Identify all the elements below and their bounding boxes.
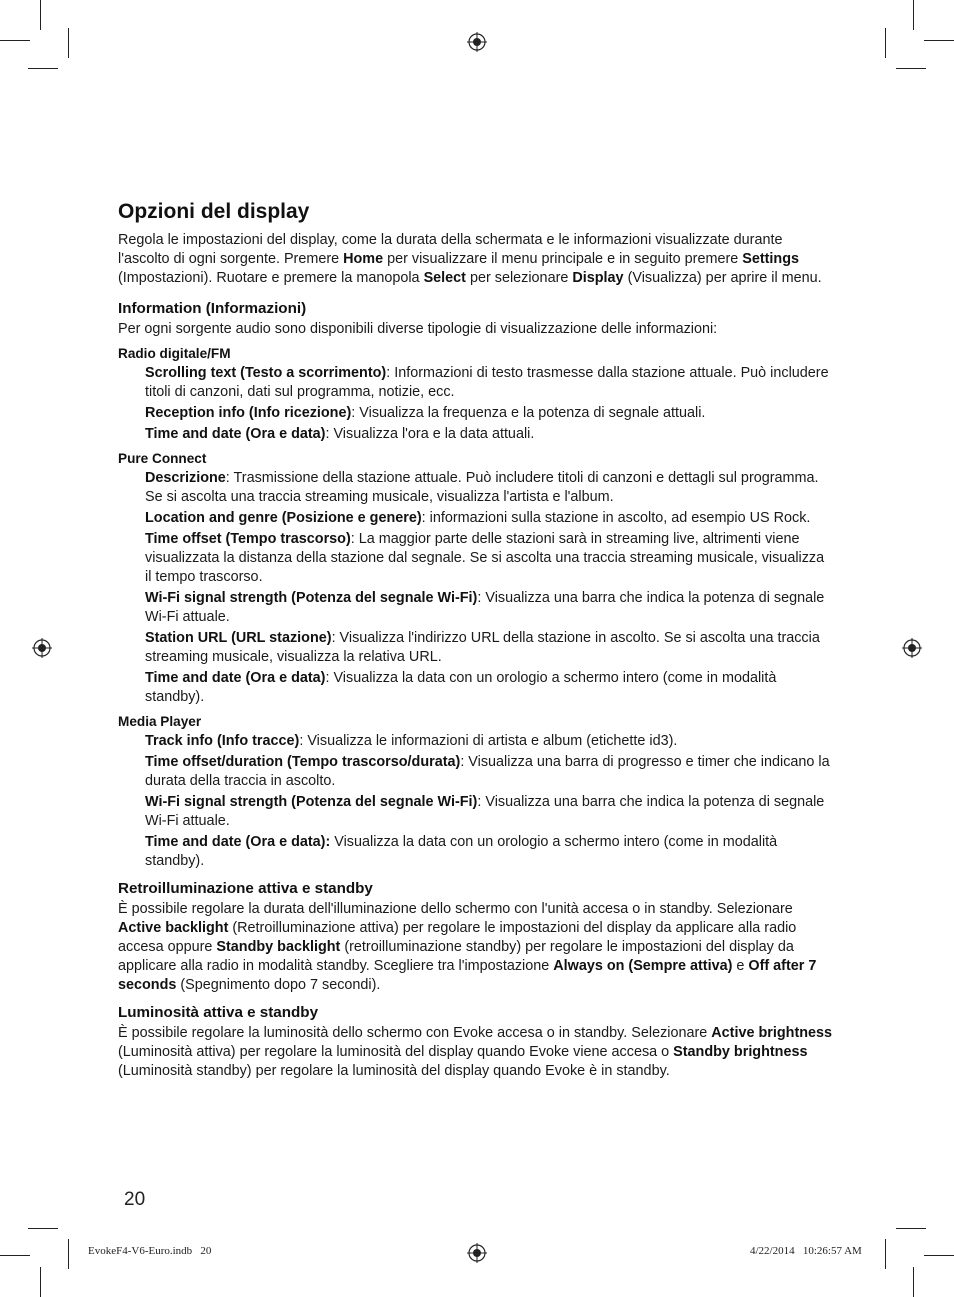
crop-mark (885, 1239, 886, 1269)
item-term: Time offset/duration (Tempo trascorso/durata) (145, 754, 461, 770)
information-description: Per ogni sorgente audio sono disponibili diverse tipologie di visualizzazione delle informazioni: (118, 321, 718, 337)
crop-mark (924, 40, 954, 41)
item-term: Wi-Fi signal strength (Potenza del segnale Wi-Fi) (145, 794, 478, 810)
item-text: : Visualizza l'indirizzo URL della stazione in ascolto. Se si ascolta una traccia streaming musicale, visualizza la relativa URL. (145, 630, 820, 665)
page-title: Opzioni del display (118, 200, 310, 223)
item-term: Time offset (Tempo trascorso) (145, 531, 351, 547)
brightness-term: Active brightness (711, 1025, 833, 1041)
crop-mark (885, 28, 886, 58)
info-item (145, 425, 834, 444)
crop-mark (68, 28, 69, 58)
info-item (145, 793, 834, 831)
item-text: : Visualizza la frequenza e la potenza di segnale attuali. (351, 405, 706, 421)
info-item (145, 589, 834, 627)
crop-mark (28, 1228, 58, 1229)
item-term: Time and date (Ora e data) (145, 670, 326, 686)
crop-mark (0, 40, 30, 41)
item-text: : Visualizza le informazioni di artista e album (etichette id3). (299, 733, 678, 749)
group-heading: Pure Connect (118, 451, 207, 466)
crop-mark (40, 1267, 41, 1297)
registration-mark-icon (467, 32, 487, 52)
item-text: : La maggior parte delle stazioni sarà in streaming live, altrimenti viene visualizzata la distanza della stazione dal segnale. Se si ascolta una traccia streaming musicale, visualizza il tempo trascorso. (145, 531, 825, 585)
item-term: Reception info (Info ricezione) (145, 405, 352, 421)
backlight-term: Active backlight (118, 920, 229, 936)
crop-mark (913, 0, 914, 30)
brightness-text: (Luminosità attiva) per regolare la luminosità del display quando Evoke viene accesa o (118, 1044, 674, 1060)
backlight-text: È possibile regolare la durata dell'illuminazione dello schermo con l'unità accesa o in standby. Selezionare (118, 901, 793, 917)
backlight-text: (Spegnimento dopo 7 secondi). (176, 977, 381, 993)
intro-text: (Visualizza) per aprire il menu. (623, 270, 822, 286)
item-term: Scrolling text (Testo a scorrimento) (145, 365, 387, 381)
item-text: : Visualizza una barra che indica la potenza di segnale Wi-Fi attuale. (145, 590, 825, 625)
brightness-section (118, 1004, 834, 1081)
intro-paragraph (118, 231, 834, 288)
backlight-text: (retroilluminazione standby) per regolare le impostazioni del display da applicare alla radio in modalità standby. Scegliere tra l'impostazione (118, 939, 794, 974)
info-item (145, 669, 834, 707)
info-item (145, 629, 834, 667)
brightness-text: È possibile regolare la luminosità dello schermo con Evoke accesa o in standby. Selezionare (118, 1025, 712, 1041)
info-item (145, 469, 834, 507)
intro-text: per visualizzare il menu principale e in seguito premere (383, 251, 743, 267)
page-content (118, 200, 834, 1081)
item-text: : Visualizza una barra di progresso e timer che indicano la durata della traccia in ascolto. (145, 754, 830, 789)
registration-mark-icon (902, 638, 922, 658)
item-text: : Visualizza la data con un orologio a schermo intero (come in modalità standby). (145, 670, 777, 705)
item-text: : Visualizza l'ora e la data attuali. (325, 426, 535, 442)
item-text: Visualizza la data con un orologio a schermo intero (come in modalità standby). (145, 834, 778, 869)
item-term: Descrizione (145, 470, 226, 486)
backlight-term: Always on (Sempre attiva) (553, 958, 733, 974)
section-heading-brightness: Luminosità attiva e standby (118, 1004, 319, 1021)
info-item (145, 753, 834, 791)
crop-mark (896, 68, 926, 69)
backlight-text: e (732, 958, 749, 974)
brightness-paragraph (118, 1024, 834, 1081)
item-term: Wi-Fi signal strength (Potenza del segnale Wi-Fi) (145, 590, 478, 606)
crop-mark (28, 68, 58, 69)
section-heading-information: Information (Informazioni) (118, 300, 307, 317)
item-text: : informazioni sulla stazione in ascolto, ad esempio US Rock. (421, 510, 811, 526)
intro-text: (Impostazioni). Ruotare e premere la manopola (118, 270, 424, 286)
item-term: Station URL (URL stazione) (145, 630, 332, 646)
intro-term: Home (343, 251, 384, 267)
slug-filename: EvokeF4-V6-Euro.indb 20 (88, 1245, 212, 1257)
intro-term: Select (423, 270, 466, 286)
group-heading: Media Player (118, 714, 202, 729)
item-term: Location and genre (Posizione e genere) (145, 510, 422, 526)
info-item (145, 404, 834, 423)
slug-datetime: 4/22/2014 10:26:57 AM (750, 1245, 862, 1257)
info-item (145, 732, 834, 751)
info-item (145, 833, 834, 871)
intro-term: Display (572, 270, 624, 286)
item-text: : Visualizza una barra che indica la potenza di segnale Wi-Fi attuale. (145, 794, 825, 829)
crop-mark (0, 1255, 30, 1256)
item-term: Time and date (Ora e data) (145, 426, 326, 442)
item-term: Track info (Info tracce) (145, 733, 300, 749)
item-text: : Trasmissione della stazione attuale. Può includere titoli di canzoni e dettagli sul programma. Se si ascolta una traccia streaming musicale, visualizza l'artista e l'album. (145, 470, 819, 505)
backlight-term: Off after 7 seconds (118, 958, 817, 993)
crop-mark (913, 1267, 914, 1297)
brightness-term: Standby brightness (673, 1044, 808, 1060)
info-item (145, 530, 834, 587)
brightness-text: (Luminosità standby) per regolare la luminosità del display quando Evoke è in standby. (118, 1063, 670, 1079)
crop-mark (896, 1228, 926, 1229)
info-item (145, 364, 834, 402)
intro-text: Regola le impostazioni del display, come la durata della schermata e le informazioni visualizzate durante l'ascolto di ogni sorgente. Premere (118, 232, 783, 267)
crop-mark (924, 1255, 954, 1256)
intro-term: Settings (742, 251, 800, 267)
group-heading: Radio digitale/FM (118, 346, 231, 361)
crop-mark (40, 0, 41, 30)
crop-mark (68, 1239, 69, 1269)
item-text: : Informazioni di testo trasmesse dalla stazione attuale. Può includere titoli di canzoni, dati sul programma, notizie, ecc. (145, 365, 829, 400)
backlight-term: Standby backlight (216, 939, 341, 955)
backlight-paragraph (118, 900, 834, 995)
item-term: Time and date (Ora e data): (145, 834, 331, 850)
backlight-section (118, 880, 834, 995)
registration-mark-icon (467, 1243, 487, 1263)
registration-mark-icon (32, 638, 52, 658)
backlight-text: (Retroilluminazione attiva) per regolare le impostazioni del display da applicare alla radio accesa oppure (118, 920, 797, 955)
info-item (145, 509, 834, 528)
page-number: 20 (124, 1189, 146, 1210)
section-heading-backlight: Retroilluminazione attiva e standby (118, 880, 373, 897)
intro-text: per selezionare (465, 270, 573, 286)
